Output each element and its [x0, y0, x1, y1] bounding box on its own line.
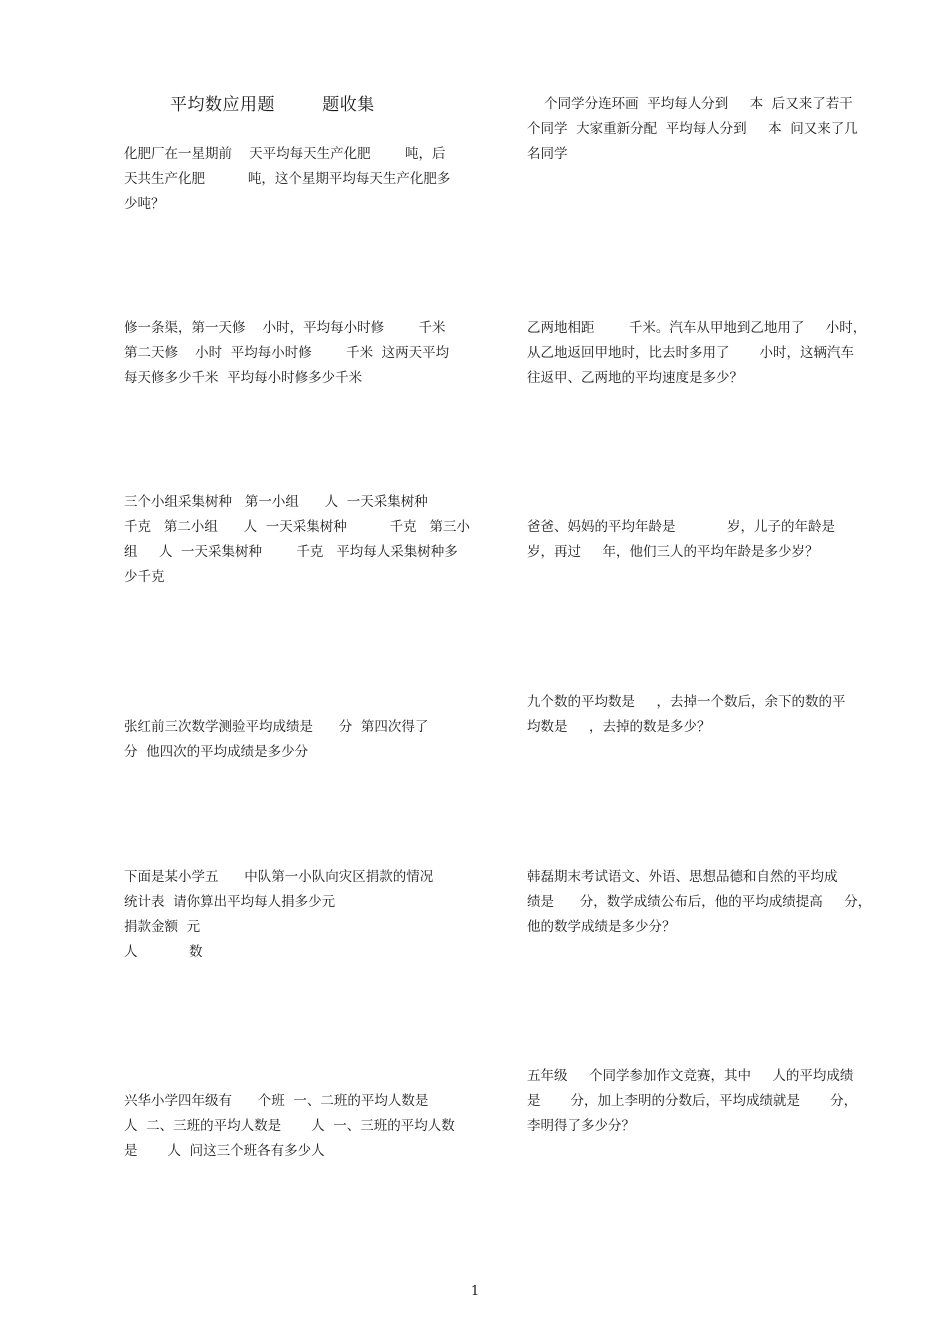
problem-line: 绩是 分，数学成绩公布后，他的平均成绩提高 分，: [527, 894, 872, 910]
problem-line: 乙两地相距 千米。汽车从甲地到乙地用了 小时，: [527, 320, 867, 336]
problem-line: 千克 第二小组 人 一天采集树种 千克 第三小: [124, 519, 470, 535]
problem-line: 三个小组采集树种 第一小组 人 一天采集树种: [124, 494, 428, 510]
problem-family-age: [527, 515, 872, 565]
problem-line: 每天修多少千米 平均每小时修多少千米: [124, 370, 363, 386]
problem-line: 统计表 请你算出平均每人捐多少元: [124, 894, 336, 910]
problem-line: 个同学分连环画 平均每人分到 本 后又来了若干: [527, 96, 853, 112]
problem-line: 人 二、三班的平均人数是 人 一、三班的平均人数: [124, 1118, 455, 1134]
problem-line: 组 人 一天采集树种 千克 平均每人采集树种多: [124, 544, 458, 560]
problem-line: 韩磊期末考试语文、外语、思想品德和自然的平均成: [527, 869, 838, 885]
problem-comics: [527, 92, 872, 167]
problem-line: 是 人 问这三个班各有多少人: [124, 1143, 325, 1159]
problem-line: 名同学: [527, 146, 568, 162]
problem-car-speed: [527, 316, 872, 391]
problem-tree-seeds: [124, 490, 469, 590]
problem-line: 捐款金额 元: [124, 919, 201, 935]
problem-line: 九个数的平均数是 ，去掉一个数后，余下的数的平: [527, 694, 846, 710]
problem-line: 张红前三次数学测验平均成绩是 分 第四次得了: [124, 719, 429, 735]
problem-line: 第二天修 小时 平均每小时修 千米 这两天平均: [124, 345, 450, 361]
problem-line: 分 他四次的平均成绩是多少分: [124, 744, 309, 760]
problem-line: 往返甲、乙两地的平均速度是多少？: [527, 370, 743, 386]
problem-line: 岁，再过 年，他们三人的平均年龄是多少岁？: [527, 544, 819, 560]
problem-line: 少吨？: [124, 196, 165, 212]
problem-fertilizer: [124, 142, 469, 217]
problem-line: 从乙地返回甲地时，比去时多用了 小时，这辆汽车: [527, 345, 855, 361]
problem-line: 修一条渠，第一天修 小时，平均每小时修 千米: [124, 320, 446, 336]
problem-line: 他的数学成绩是多少分？: [527, 919, 676, 935]
problem-line: 人 数: [124, 944, 203, 960]
problem-canal: [124, 316, 469, 391]
problem-class-size: [124, 1089, 469, 1164]
problem-line: 少千克: [124, 569, 165, 585]
problem-line: 是 分，加上李明的分数后，平均成绩就是 分，: [527, 1093, 858, 1109]
problem-line: 五年级 个同学参加作文竞赛，其中 人的平均成绩: [527, 1068, 854, 1084]
page-number: 1: [470, 1284, 480, 1299]
problem-nine-numbers: [527, 690, 872, 740]
problem-line: 下面是某小学五 中队第一小队向灾区捐款的情况: [124, 869, 434, 885]
problem-line: 个同学 大家重新分配 平均每人分到 本 问又来了几: [527, 121, 858, 137]
problem-donation: [124, 865, 469, 965]
problem-math-scores: [124, 715, 469, 765]
problem-line: 化肥厂在一星期前 天平均每天生产化肥 吨，后: [124, 146, 446, 162]
problem-exam-scores: [527, 865, 872, 940]
document-title: 平均数应用题 题收集: [170, 95, 375, 115]
problem-line: 兴华小学四年级有 个班 一、二班的平均人数是: [124, 1093, 429, 1109]
problem-line: 天共生产化肥 吨，这个星期平均每天生产化肥多: [124, 171, 451, 187]
problem-line: 爸爸、妈妈的平均年龄是 岁，儿子的年龄是: [527, 519, 835, 535]
problem-essay-contest: [527, 1064, 872, 1139]
problem-line: 李明得了多少分？: [527, 1118, 635, 1134]
problem-line: 均数是 ，去掉的数是多少？: [527, 719, 711, 735]
